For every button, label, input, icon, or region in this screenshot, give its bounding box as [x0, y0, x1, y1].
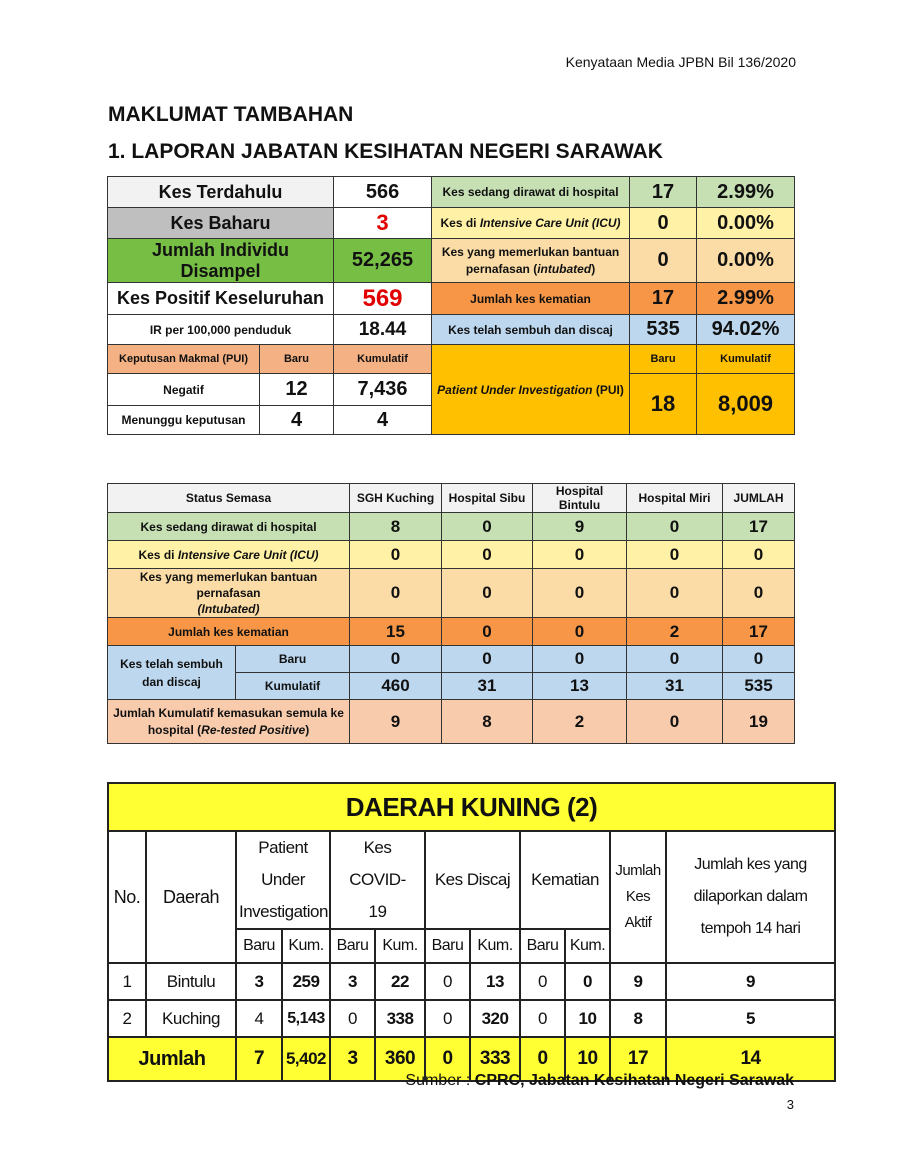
- row-dirawat-cell: 9: [533, 513, 627, 541]
- row-dirawat-label: Kes sedang dirawat di hospital: [108, 513, 350, 541]
- row-sembuh-kumulatif-cell: 460: [350, 673, 442, 700]
- row-sembuh-kumulatif-cell: 13: [533, 673, 627, 700]
- positif-value: 569: [334, 283, 432, 315]
- kuning-cell: 0: [520, 963, 565, 1000]
- table-row: [108, 963, 835, 1000]
- col-hospital-bintulu: Hospital Bintulu: [533, 484, 627, 513]
- kuning-total-cell: 5,402: [282, 1037, 330, 1081]
- row-icu-cell: 0: [627, 541, 723, 569]
- row-icu-cell: 0: [723, 541, 795, 569]
- kuning-cell: 9: [666, 963, 835, 1000]
- row-sembuh-kumulatif-cell: 535: [723, 673, 795, 700]
- kuning-cell: 259: [282, 963, 330, 1000]
- negatif-baru: 12: [260, 374, 334, 406]
- row-icu-cell: 0: [533, 541, 627, 569]
- row-intubated-cell: 0: [627, 569, 723, 618]
- dirawat-value: 17: [630, 177, 697, 208]
- row-sembuh-baru-cell: 0: [350, 646, 442, 673]
- menunggu-label: Menunggu keputusan: [108, 406, 260, 435]
- col-jumlah: JUMLAH: [723, 484, 795, 513]
- ir-value: 18.44: [334, 315, 432, 345]
- sembuh-pct: 94.02%: [697, 315, 795, 345]
- kuning-cell: Bintulu: [146, 963, 236, 1000]
- kuning-cell: 0: [425, 1000, 470, 1037]
- kuning-total-cell: 0: [425, 1037, 470, 1081]
- kuning-aktif-header: Jumlah Kes Aktif: [610, 831, 666, 963]
- kuning-kematian-kum: Kum.: [565, 929, 610, 963]
- row-sembuh-baru-cell: 0: [533, 646, 627, 673]
- kuning-total-cell: 3: [330, 1037, 375, 1081]
- row-sembuh-baru-cell: 0: [723, 646, 795, 673]
- icu-label: Kes di Intensive Care Unit (ICU): [432, 208, 630, 239]
- kuning-total-cell: 360: [375, 1037, 425, 1081]
- kuning-covid-header: Kes COVID-19: [330, 831, 425, 929]
- pui-lab-kumulatif-header: Kumulatif: [334, 345, 432, 374]
- row-intubated-cell: 0: [533, 569, 627, 618]
- kuning-cell: 320: [470, 1000, 520, 1037]
- pui-label: Patient Under Investigation (PUI): [432, 345, 630, 435]
- kuning-cell: 13: [470, 963, 520, 1000]
- pui-lab-baru-header: Baru: [260, 345, 334, 374]
- row-icu-cell: 0: [442, 541, 533, 569]
- kuning-pui-header: Patient Under Investigation: [236, 831, 330, 929]
- pui-baru-header: Baru: [630, 345, 697, 374]
- kuning-pui-kum: Kum.: [282, 929, 330, 963]
- row-kematian-cell: 0: [533, 618, 627, 646]
- kuning-cell: 4: [236, 1000, 282, 1037]
- kuning-kematian-baru: Baru: [520, 929, 565, 963]
- kes-baharu-label: Kes Baharu: [108, 208, 334, 239]
- kematian-label: Jumlah kes kematian: [432, 283, 630, 315]
- pui-baru: 18: [630, 374, 697, 435]
- kuning-kematian-header: Kematian: [520, 831, 610, 929]
- kuning-cell: 10: [565, 1000, 610, 1037]
- kuning-cell: 8: [610, 1000, 666, 1037]
- hospital-status-table: [107, 483, 795, 744]
- row-intubated-label: Kes yang memerlukan bantuan pernafasan (Intubated): [108, 569, 350, 618]
- kuning-cell: 0: [565, 963, 610, 1000]
- daerah-kuning-table: [107, 782, 836, 1082]
- row-retested-label: Jumlah Kumulatif kemasukan semula ke hospital (Re-tested Positive): [108, 700, 350, 744]
- kuning-cell: 22: [375, 963, 425, 1000]
- kematian-value: 17: [630, 283, 697, 315]
- icu-value: 0: [630, 208, 697, 239]
- kuning-total-cell: 333: [470, 1037, 520, 1081]
- col-hospital-miri: Hospital Miri: [627, 484, 723, 513]
- kuning-total-cell: 14: [666, 1037, 835, 1081]
- report-heading: 1. LAPORAN JABATAN KESIHATAN NEGERI SARAWAK: [108, 140, 663, 163]
- sembuh-label: Kes telah sembuh dan discaj: [432, 315, 630, 345]
- row-dirawat-cell: 0: [442, 513, 533, 541]
- row-kematian-cell: 15: [350, 618, 442, 646]
- pui-kumulatif: 8,009: [697, 374, 795, 435]
- kuning-cell: Kuching: [146, 1000, 236, 1037]
- page-number: 3: [786, 1097, 794, 1112]
- source-note: Sumber : CPRC, Jabatan Kesihatan Negeri Sarawak: [405, 1072, 794, 1089]
- kuning-total-cell: 10: [565, 1037, 610, 1081]
- row-retested-cell: 19: [723, 700, 795, 744]
- row-sembuh-kumulatif-cell: 31: [627, 673, 723, 700]
- col-sgh-kuching: SGH Kuching: [350, 484, 442, 513]
- kuning-covid-kum: Kum.: [375, 929, 425, 963]
- col-hospital-sibu: Hospital Sibu: [442, 484, 533, 513]
- kuning-discaj-baru: Baru: [425, 929, 470, 963]
- ir-label: IR per 100,000 penduduk: [108, 315, 334, 345]
- kuning-pui-baru: Baru: [236, 929, 282, 963]
- disampel-label: Jumlah Individu Disampel: [108, 239, 334, 283]
- kuning-cell: 2: [108, 1000, 146, 1037]
- row-sembuh-kumulatif-cell: 31: [442, 673, 533, 700]
- menunggu-baru: 4: [260, 406, 334, 435]
- row-kematian-cell: 2: [627, 618, 723, 646]
- kuning-total-cell: 7: [236, 1037, 282, 1081]
- kuning-total-cell: 0: [520, 1037, 565, 1081]
- kuning-cell: 5,143: [282, 1000, 330, 1037]
- row-sembuh-baru-label: Baru: [236, 646, 350, 673]
- kes-terdahulu-label: Kes Terdahulu: [108, 177, 334, 208]
- row-retested-cell: 8: [442, 700, 533, 744]
- row-intubated-cell: 0: [350, 569, 442, 618]
- kuning-cell: 3: [330, 963, 375, 1000]
- row-dirawat-cell: 0: [627, 513, 723, 541]
- document-header: Kenyataan Media JPBN Bil 136/2020: [565, 54, 796, 70]
- kuning-total-cell: 17: [610, 1037, 666, 1081]
- kuning-cell: 0: [520, 1000, 565, 1037]
- row-retested-cell: 0: [627, 700, 723, 744]
- icu-pct: 0.00%: [697, 208, 795, 239]
- row-sembuh-baru-cell: 0: [627, 646, 723, 673]
- row-retested-cell: 9: [350, 700, 442, 744]
- table-row: [108, 1000, 835, 1037]
- row-dirawat-cell: 8: [350, 513, 442, 541]
- kuning-no-header: No.: [108, 831, 146, 963]
- row-retested-cell: 2: [533, 700, 627, 744]
- kuning-daerah-header: Daerah: [146, 831, 236, 963]
- dirawat-label: Kes sedang dirawat di hospital: [432, 177, 630, 208]
- kuning-discaj-header: Kes Discaj: [425, 831, 520, 929]
- row-icu-cell: 0: [350, 541, 442, 569]
- kuning-discaj-kum: Kum.: [470, 929, 520, 963]
- kuning-total-label: Jumlah: [108, 1037, 236, 1081]
- sembuh-value: 535: [630, 315, 697, 345]
- kuning-cell: 0: [425, 963, 470, 1000]
- row-dirawat-cell: 17: [723, 513, 795, 541]
- kes-baharu-value: 3: [334, 208, 432, 239]
- disampel-value: 52,265: [334, 239, 432, 283]
- pui-kumulatif-header: Kumulatif: [697, 345, 795, 374]
- intubated-label: Kes yang memerlukan bantuan pernafasan (intubated): [432, 239, 630, 283]
- intubated-value: 0: [630, 239, 697, 283]
- negatif-label: Negatif: [108, 374, 260, 406]
- row-intubated-cell: 0: [723, 569, 795, 618]
- kuning-cell: 5: [666, 1000, 835, 1037]
- row-sembuh-label: Kes telah sembuh dan discaj: [108, 646, 236, 700]
- summary-table: [107, 176, 795, 435]
- intubated-pct: 0.00%: [697, 239, 795, 283]
- kes-terdahulu-value: 566: [334, 177, 432, 208]
- kuning-cell: 9: [610, 963, 666, 1000]
- row-kematian-cell: 0: [442, 618, 533, 646]
- row-kematian-cell: 17: [723, 618, 795, 646]
- row-kematian-label: Jumlah kes kematian: [108, 618, 350, 646]
- status-header: Status Semasa: [108, 484, 350, 513]
- kuning-cell: 0: [330, 1000, 375, 1037]
- kuning-dilaporkan-header: Jumlah kes yang dilaporkan dalam tempoh 14 hari: [666, 831, 835, 963]
- pui-lab-label: Keputusan Makmal (PUI): [108, 345, 260, 374]
- kuning-covid-baru: Baru: [330, 929, 375, 963]
- dirawat-pct: 2.99%: [697, 177, 795, 208]
- row-icu-label: Kes di Intensive Care Unit (ICU): [108, 541, 350, 569]
- row-sembuh-kumulatif-label: Kumulatif: [236, 673, 350, 700]
- kuning-cell: 338: [375, 1000, 425, 1037]
- kuning-cell: 3: [236, 963, 282, 1000]
- row-sembuh-baru-cell: 0: [442, 646, 533, 673]
- positif-label: Kes Positif Keseluruhan: [108, 283, 334, 315]
- kematian-pct: 2.99%: [697, 283, 795, 315]
- row-intubated-cell: 0: [442, 569, 533, 618]
- kuning-cell: 1: [108, 963, 146, 1000]
- kuning-title: DAERAH KUNING (2): [108, 783, 835, 831]
- negatif-kumulatif: 7,436: [334, 374, 432, 406]
- menunggu-kumulatif: 4: [334, 406, 432, 435]
- section-heading: MAKLUMAT TAMBAHAN: [108, 103, 354, 126]
